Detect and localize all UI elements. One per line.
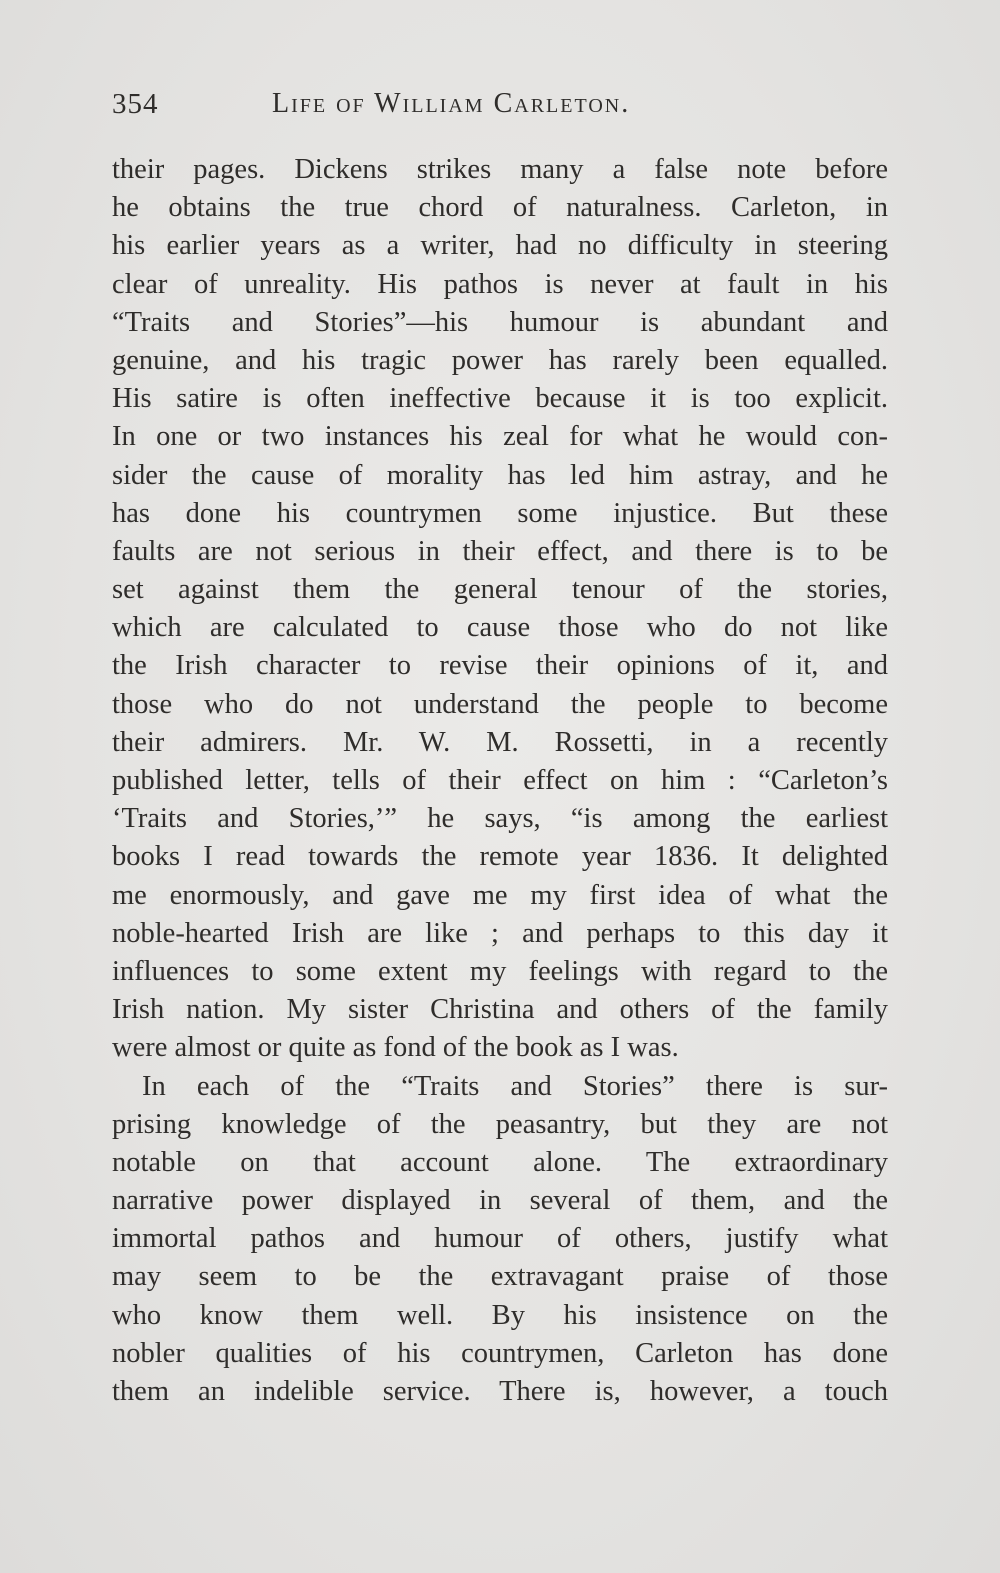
text-line: narrative power displayed in several of them, and the <box>112 1185 888 1217</box>
text-line: nobler qualities of his countrymen, Carleton has done <box>112 1337 888 1369</box>
text-line: their admirers. Mr. W. M. Rossetti, in a recently <box>112 726 888 758</box>
text-line: prising knowledge of the peasantry, but they are not <box>112 1108 888 1140</box>
text-line: their pages. Dickens strikes many a false note before <box>112 154 888 185</box>
running-head <box>112 88 724 128</box>
text-line: his earlier years as a writer, had no difficulty in steering <box>112 230 888 262</box>
text-line: may seem to be the extravagant praise of those <box>112 1261 888 1293</box>
paragraph-start-line: In each of the “Traits and Stories” there is sur- <box>142 1070 888 1102</box>
text-line: notable on that account alone. The extraordinary <box>112 1146 888 1178</box>
text-line: genuine, and his tragic power has rarely been equalled. <box>112 344 888 376</box>
text-line: me enormously, and gave me my first idea of what the <box>112 879 888 911</box>
text-line: books I read towards the remote year 1836. It delighted <box>112 841 888 873</box>
text-line: set against them the general tenour of the stories, <box>112 574 888 606</box>
text-line: who know them well. By his insistence on the <box>112 1299 888 1331</box>
text-line: immortal pathos and humour of others, justify what <box>112 1223 888 1255</box>
text-line: those who do not understand the people to become <box>112 688 888 720</box>
body-text <box>112 151 888 1411</box>
text-line: Irish nation. My sister Christina and others of the family <box>112 994 888 1026</box>
text-line: sider the cause of morality has led him astray, and he <box>112 459 888 491</box>
text-line: His satire is often ineffective because it is too explicit. <box>112 383 888 415</box>
text-line: ‘Traits and Stories,’” he says, “is among the earliest <box>112 803 888 835</box>
text-line: clear of unreality. His pathos is never at fault in his <box>112 268 888 300</box>
text-line: he obtains the true chord of naturalness. Carleton, in <box>112 192 888 224</box>
text-line: has done his countrymen some injustice. But these <box>112 497 888 529</box>
text-line: them an indelible service. There is, however, a touch <box>112 1376 888 1407</box>
text-line: the Irish character to revise their opinions of it, and <box>112 650 888 682</box>
text-line: which are calculated to cause those who do not like <box>112 612 888 644</box>
running-title: Life of William Carleton. <box>272 88 631 119</box>
paragraph-end-line: were almost or quite as fond of the book as I was. <box>112 1032 679 1064</box>
page-number: 354 <box>112 88 159 120</box>
text-line: influences to some extent my feelings with regard to the <box>112 955 888 987</box>
text-line: “Traits and Stories”—his humour is abundant and <box>112 306 888 338</box>
text-line: published letter, tells of their effect on him : “Carleton’s <box>112 765 888 796</box>
text-line: faults are not serious in their effect, and there is to be <box>112 535 888 567</box>
text-line: noble-hearted Irish are like ; and perhaps to this day it <box>112 917 888 949</box>
text-line: In one or two instances his zeal for what he would con- <box>112 421 888 453</box>
